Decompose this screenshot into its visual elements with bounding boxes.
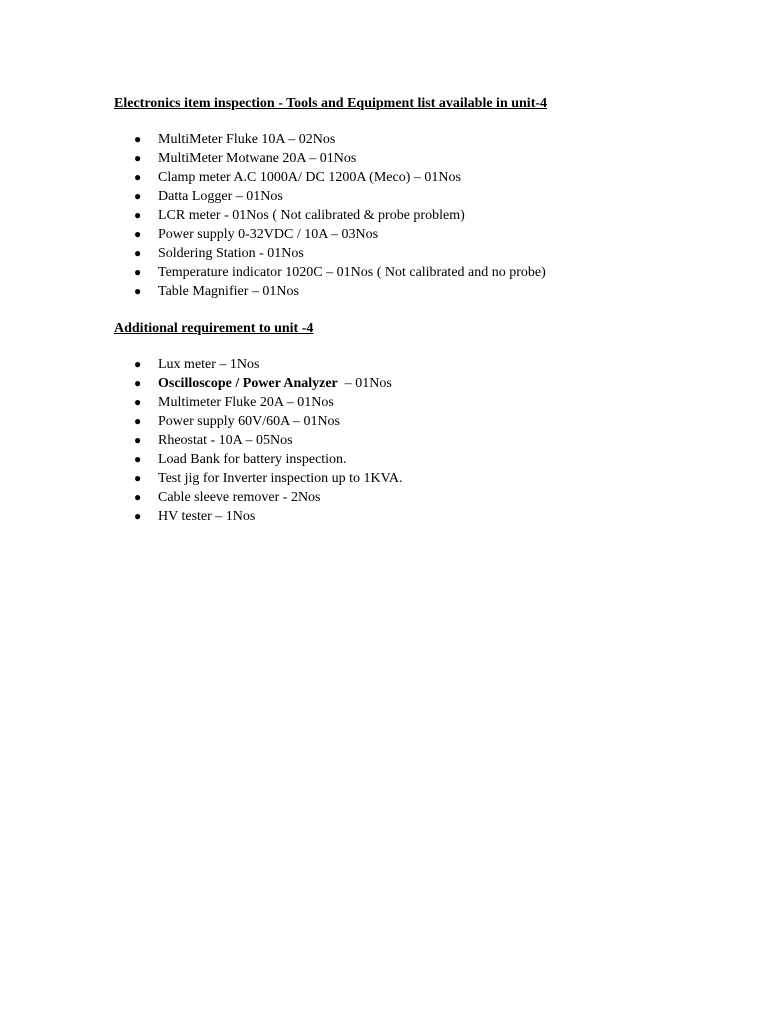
- list-item-text: Test jig for Inverter inspection up to 1KVA.: [158, 471, 403, 486]
- list-item-text: MultiMeter Motwane 20A – 01Nos: [158, 151, 357, 166]
- bullet-icon: ●: [134, 490, 142, 504]
- list-item-text: HV tester – 1Nos: [158, 509, 256, 524]
- bullet-icon: ●: [134, 227, 142, 241]
- bullet-icon: ●: [134, 357, 142, 371]
- bullet-icon: ●: [134, 265, 142, 279]
- list-item-text: Multimeter Fluke 20A – 01Nos: [158, 395, 334, 410]
- list-item-text: Cable sleeve remover - 2Nos: [158, 490, 321, 505]
- bullet-icon: ●: [134, 170, 142, 184]
- list-item-text: MultiMeter Fluke 10A – 02Nos: [158, 132, 336, 147]
- bullet-icon: ●: [134, 433, 142, 447]
- list-item-text: Lux meter – 1Nos: [158, 357, 260, 372]
- list-item-bold-text: Oscilloscope / Power Analyzer: [158, 376, 338, 391]
- list-item-text: [158, 374, 392, 393]
- list-item-text: Rheostat - 10A – 05Nos: [158, 433, 293, 448]
- section-heading-additional-requirement: Additional requirement to unit -4: [114, 321, 314, 336]
- list-item-text: Temperature indicator 1020C – 01Nos ( Not calibrated and no probe): [158, 265, 546, 280]
- bullet-icon: ●: [134, 246, 142, 260]
- list-item-text: Power supply 60V/60A – 01Nos: [158, 414, 341, 429]
- bullet-icon: ●: [134, 471, 142, 485]
- list-item-rest-text: – 01Nos: [337, 376, 392, 391]
- bullet-icon: ●: [134, 132, 142, 146]
- bullet-icon: ●: [134, 284, 142, 298]
- bullet-icon: ●: [134, 414, 142, 428]
- list-item-text: Datta Logger – 01Nos: [158, 189, 283, 204]
- bullet-icon: ●: [134, 395, 142, 409]
- bullet-icon: ●: [134, 376, 142, 390]
- bullet-icon: ●: [134, 189, 142, 203]
- section-heading-tools-available: Electronics item inspection - Tools and Equipment list available in unit-4: [114, 96, 548, 111]
- list-item-text: Soldering Station - 01Nos: [158, 246, 304, 261]
- list-item-text: Load Bank for battery inspection.: [158, 452, 347, 467]
- bullet-icon: ●: [134, 452, 142, 466]
- list-item-text: LCR meter - 01Nos ( Not calibrated & probe problem): [158, 208, 465, 223]
- bullet-icon: ●: [134, 509, 142, 523]
- list-item-text: Clamp meter A.C 1000A/ DC 1200A (Meco) – 01Nos: [158, 170, 461, 185]
- bullet-icon: ●: [134, 208, 142, 222]
- list-item-text: Power supply 0-32VDC / 10A – 03Nos: [158, 227, 379, 242]
- list-item-text: Table Magnifier – 01Nos: [158, 284, 299, 299]
- bullet-icon: ●: [134, 151, 142, 165]
